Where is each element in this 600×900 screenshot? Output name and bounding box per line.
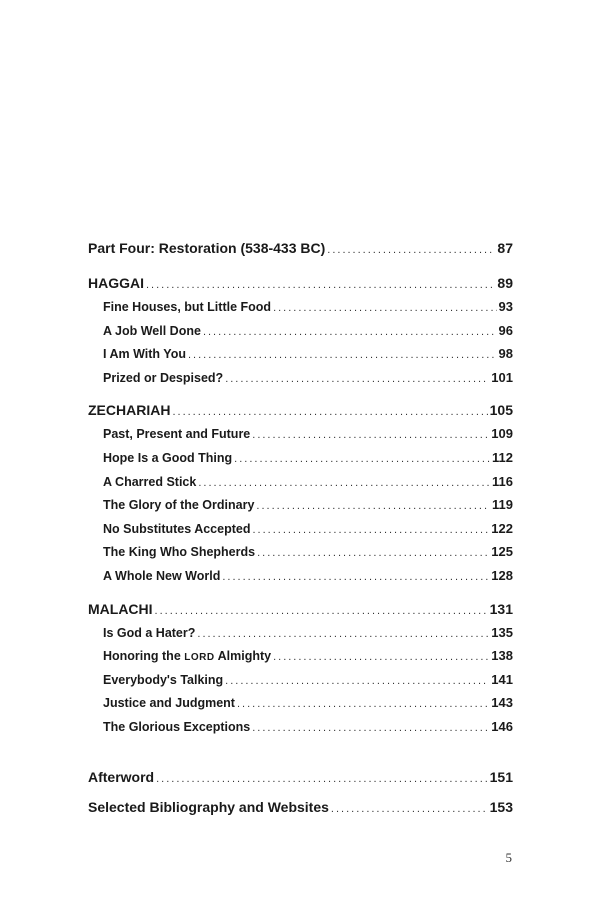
toc-entry-title: Past, Present and Future <box>103 427 251 442</box>
title-suffix: Almighty <box>214 649 272 664</box>
dot-leader <box>225 368 489 390</box>
toc-entry-page: 109 <box>491 426 513 442</box>
toc-chapter <box>88 540 513 564</box>
title-smallcaps: LORD <box>184 652 215 664</box>
toc-entry-title: Fine Houses, but Little Food <box>103 300 272 314</box>
dot-leader <box>273 646 489 668</box>
toc-chapter <box>88 319 513 343</box>
toc-entry-page: 131 <box>489 600 513 617</box>
toc-entry-page: 119 <box>492 497 513 513</box>
page-number: 5 <box>505 850 512 865</box>
dot-leader <box>225 670 489 692</box>
dot-leader <box>155 599 488 621</box>
toc-entry-title <box>103 645 271 668</box>
toc-entry-page: 101 <box>491 369 513 385</box>
toc-entry-title: The Glory of the Ordinary <box>103 498 255 513</box>
toc-chapter <box>88 668 513 692</box>
toc-chapter <box>88 446 513 470</box>
toc-entry-title: MALACHI <box>88 600 153 617</box>
toc-entry-page: 87 <box>497 240 513 256</box>
toc-afterword <box>88 765 513 789</box>
toc-entry-page: 98 <box>498 346 513 362</box>
toc-entry-title: The King Who Shepherds <box>103 545 256 560</box>
dot-leader <box>172 400 487 422</box>
toc-entry-title: HAGGAI <box>88 275 144 291</box>
toc-entry-title: A Charred Stick <box>103 474 197 489</box>
toc-entry-page: 143 <box>491 695 513 711</box>
toc-entry-title: Justice and Judgment <box>103 696 235 711</box>
toc-chapter <box>88 295 513 319</box>
dot-leader <box>327 238 495 260</box>
dot-leader <box>252 424 489 446</box>
toc-entry-title: ZECHARIAH <box>88 402 171 419</box>
toc-entry-page: 116 <box>492 473 513 489</box>
toc-entry-page: 122 <box>491 520 513 536</box>
dot-leader <box>156 767 488 789</box>
toc-chapter <box>88 366 513 390</box>
dot-leader <box>222 566 489 588</box>
dot-leader <box>197 623 489 645</box>
toc-book-haggai <box>88 271 513 295</box>
toc-entry-title: Afterword <box>88 768 155 785</box>
toc-entry-title: Prized or Despised? <box>103 370 224 385</box>
toc-bibliography <box>88 795 513 819</box>
toc-entry-title: No Substitutes Accepted <box>103 521 251 536</box>
toc-entry-page: 138 <box>491 648 513 664</box>
toc-entry-page: 93 <box>498 299 513 314</box>
toc-chapter <box>88 422 513 446</box>
toc-entry-page: 96 <box>498 322 513 338</box>
dot-leader <box>273 297 496 319</box>
dot-leader <box>256 495 490 517</box>
dot-leader <box>146 273 495 295</box>
toc-entry-title: Selected Bibliography and Websites <box>88 798 329 815</box>
table-of-contents <box>88 236 513 819</box>
dot-leader <box>188 344 497 366</box>
toc-book-malachi <box>88 597 513 621</box>
toc-entry-title: Hope Is a Good Thing <box>103 450 233 465</box>
toc-entry-page: 105 <box>489 402 513 419</box>
dot-leader <box>237 693 489 715</box>
dot-leader <box>203 321 497 343</box>
toc-entry-page: 89 <box>497 275 513 291</box>
toc-chapter <box>88 691 513 715</box>
toc-book-zechariah <box>88 398 513 422</box>
toc-entry-title: A Job Well Done <box>103 323 201 338</box>
toc-entry-page: 112 <box>492 449 513 465</box>
toc-chapter <box>88 564 513 588</box>
dot-leader <box>257 542 489 564</box>
dot-leader <box>331 797 488 819</box>
toc-chapter <box>88 342 513 366</box>
dot-leader <box>198 472 490 494</box>
toc-entry-page: 125 <box>491 544 513 560</box>
toc-entry-title: I Am With You <box>103 347 186 362</box>
toc-entry-page: 141 <box>491 671 513 687</box>
toc-chapter <box>88 493 513 517</box>
dot-leader <box>252 519 489 541</box>
toc-entry-page: 146 <box>491 718 513 734</box>
toc-entry-title: A Whole New World <box>103 568 221 583</box>
toc-entry-page: 153 <box>489 798 513 815</box>
dot-leader <box>252 717 489 739</box>
toc-part-four <box>88 236 513 260</box>
title-prefix: Honoring the <box>103 649 185 664</box>
toc-entry-page: 135 <box>491 624 513 640</box>
toc-entry-title: The Glorious Exceptions <box>103 719 251 734</box>
toc-entry-page: 128 <box>491 567 513 583</box>
toc-chapter <box>88 517 513 541</box>
toc-chapter <box>88 470 513 494</box>
toc-chapter <box>88 715 513 739</box>
toc-chapter <box>88 644 513 668</box>
toc-entry-title: Everybody's Talking <box>103 672 224 687</box>
dot-leader <box>234 448 490 470</box>
toc-entry-page: 151 <box>489 768 513 785</box>
toc-entry-title: Part Four: Restoration (538-433 BC) <box>88 240 326 256</box>
toc-entry-title: Is God a Hater? <box>103 625 196 640</box>
toc-chapter <box>88 621 513 645</box>
